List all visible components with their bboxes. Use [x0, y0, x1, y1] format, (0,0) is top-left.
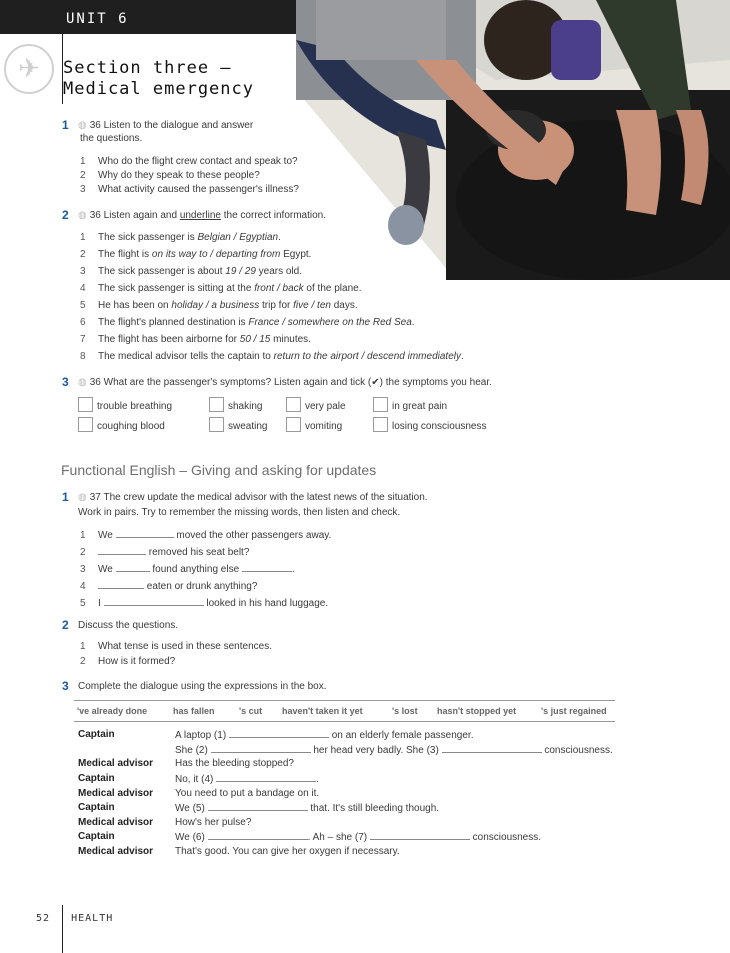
fe-exercise-1-instruction — [78, 492, 428, 503]
cd-icon: ◍ — [78, 377, 87, 388]
answer-blank[interactable] — [104, 597, 204, 606]
line-text: her head very badly. She (3) — [313, 745, 439, 756]
speaker: Medical advisor — [78, 788, 154, 799]
item-text: removed his seat belt? — [148, 547, 250, 558]
section-title-line2: Medical emergency — [63, 79, 254, 99]
checkbox-sweating[interactable] — [209, 417, 224, 432]
instruction-underlined: underline — [179, 210, 221, 221]
item-number: 6 — [80, 317, 86, 328]
answer-blank[interactable] — [211, 744, 311, 753]
cd-icon: ◍ — [78, 492, 87, 503]
speaker: Captain — [78, 802, 115, 813]
item-text: What activity caused the passenger's illness? — [98, 184, 299, 195]
answer-blank[interactable] — [229, 729, 329, 738]
section-title — [63, 58, 254, 100]
list-item — [80, 546, 249, 558]
expression: has fallen — [173, 706, 215, 716]
expression: 's lost — [392, 706, 418, 716]
checkbox-in-great-pain[interactable] — [373, 397, 388, 412]
line-text: consciousness. — [544, 745, 613, 756]
answer-blank[interactable] — [98, 546, 146, 555]
item-text: How is it formed? — [98, 656, 176, 667]
line-text: consciousness. — [472, 832, 542, 843]
dialogue-line: That's good. You can give her oxygen if necessary. — [175, 846, 400, 857]
item-number: 4 — [80, 283, 86, 294]
item-number: 2 — [80, 170, 86, 181]
track-number: 36 — [89, 377, 101, 388]
speaker: Medical advisor — [78, 758, 154, 769]
answer-blank[interactable] — [216, 773, 316, 782]
list-item — [80, 249, 311, 260]
exercise-1-instruction-2: the questions. — [80, 133, 143, 144]
item-choice: 50 / 15 — [239, 334, 271, 345]
list-item — [80, 156, 298, 167]
footer-label: HEALTH — [71, 913, 114, 924]
item-text: The flight's planned destination is — [98, 317, 249, 328]
list-item — [80, 232, 281, 243]
dialogue-line — [175, 744, 613, 756]
exercise-3-instruction — [78, 377, 492, 388]
answer-blank[interactable] — [242, 563, 292, 572]
item-number: 2 — [80, 656, 86, 667]
section-title-line1: Section three – — [63, 58, 232, 78]
item-text: Egypt. — [280, 249, 312, 260]
dialogue-line — [175, 773, 319, 785]
answer-blank[interactable] — [208, 831, 308, 840]
item-text: of the plane. — [303, 283, 362, 294]
list-item — [80, 580, 257, 592]
item-choice: Belgian / Egyptian — [197, 232, 279, 243]
exercise-1-number: 1 — [62, 118, 69, 132]
symptom-label: shaking — [228, 401, 263, 412]
line-text: We (6) — [175, 832, 205, 843]
exercise-3-number: 3 — [62, 375, 69, 389]
item-text: The flight has been airborne for — [98, 334, 240, 345]
item-text: The sick passenger is sitting at the — [98, 283, 255, 294]
list-item — [80, 656, 175, 667]
expression: hasn't stopped yet — [437, 706, 517, 716]
symptom-label: sweating — [228, 421, 268, 432]
fe-exercise-1-number: 1 — [62, 490, 69, 504]
item-text: The sick passenger is — [98, 232, 198, 243]
item-number: 5 — [80, 598, 86, 609]
line-text: She (2) — [175, 745, 208, 756]
instruction-text: What are the passenger's symptoms? Listen again and tick (✔) the symptoms you hear. — [103, 377, 492, 388]
item-text: trip for — [259, 300, 294, 311]
item-choice: return to the airport / descend immediately — [273, 351, 461, 362]
item-text: The medical advisor tells the captain to — [98, 351, 274, 362]
item-number: 1 — [80, 641, 86, 652]
cd-icon: ◍ — [78, 210, 87, 221]
item-text: I — [98, 598, 101, 609]
exercise-2-instruction — [78, 210, 326, 221]
dialogue-line — [175, 729, 473, 741]
item-text: found anything else — [152, 564, 240, 575]
item-text: minutes. — [270, 334, 311, 345]
symptom-label: in great pain — [392, 401, 448, 412]
fe-exercise-2-number: 2 — [62, 618, 69, 632]
speaker: Captain — [78, 773, 115, 784]
list-item — [80, 283, 361, 294]
fe-exercise-2-instruction: Discuss the questions. — [78, 620, 179, 631]
item-number: 8 — [80, 351, 86, 362]
item-number: 1 — [80, 156, 86, 167]
page-number: 52 — [36, 913, 51, 924]
item-number: 3 — [80, 564, 86, 575]
item-number: 7 — [80, 334, 86, 345]
answer-blank[interactable] — [370, 831, 470, 840]
instruction-part: the correct information. — [220, 210, 327, 221]
item-text: We — [98, 564, 113, 575]
fe-exercise-3-instruction: Complete the dialogue using the expressions in the box. — [78, 681, 327, 692]
item-choice: on its way to / departing from — [151, 249, 281, 260]
list-item — [80, 266, 302, 277]
list-item — [80, 170, 260, 181]
fe-exercise-3-number: 3 — [62, 679, 69, 693]
item-text: Why do they speak to these people? — [98, 170, 260, 181]
list-item — [80, 351, 464, 362]
exercise-2-number: 2 — [62, 208, 69, 222]
list-item — [80, 184, 299, 195]
page-footer — [36, 913, 113, 924]
dialogue-line: Has the bleeding stopped? — [175, 758, 294, 769]
unit-header-bar — [0, 0, 330, 34]
speaker: Medical advisor — [78, 817, 154, 828]
item-text: . — [411, 317, 415, 328]
expression: 's just regained — [541, 706, 607, 716]
expressions-box — [74, 700, 615, 722]
answer-blank[interactable] — [98, 580, 144, 589]
line-text: on an elderly female passenger. — [331, 730, 474, 741]
item-text: Who do the flight crew contact and speak to? — [98, 156, 298, 167]
item-text: eaten or drunk anything? — [146, 581, 258, 592]
symptom-label: vomiting — [305, 421, 343, 432]
symptom-label: losing consciousness — [392, 421, 487, 432]
track-number: 36 — [89, 120, 101, 131]
list-item — [80, 317, 415, 328]
list-item — [80, 529, 331, 541]
item-number: 1 — [80, 530, 86, 541]
line-text: A laptop (1) — [175, 730, 227, 741]
item-number: 3 — [80, 266, 86, 277]
checkbox-very-pale[interactable] — [286, 397, 301, 412]
symptom-label: trouble breathing — [97, 401, 173, 412]
track-number: 37 — [89, 492, 101, 503]
item-text: . — [460, 351, 464, 362]
expression: 's cut — [239, 706, 263, 716]
item-number: 1 — [80, 232, 86, 243]
item-text: The flight is — [98, 249, 152, 260]
item-choice: France / somewhere on the Red Sea — [248, 317, 412, 328]
airplane-icon: ✈ — [4, 44, 54, 94]
item-number: 3 — [80, 184, 86, 195]
item-number: 2 — [80, 547, 86, 558]
item-text: . — [278, 232, 281, 243]
dialogue-line — [175, 831, 541, 843]
answer-blank[interactable] — [442, 744, 542, 753]
speaker: Captain — [78, 831, 115, 842]
answer-blank[interactable] — [116, 563, 150, 572]
item-choice: five / ten — [293, 300, 331, 311]
exercise-1-instruction — [78, 120, 253, 131]
dialogue-line: You need to put a bandage on it. — [175, 788, 320, 799]
item-text: years old. — [255, 266, 303, 277]
answer-blank[interactable] — [116, 529, 174, 538]
line-text: . — [316, 774, 319, 785]
list-item — [80, 597, 328, 609]
speaker: Captain — [78, 729, 115, 740]
speaker: Medical advisor — [78, 846, 154, 857]
item-text: moved the other passengers away. — [176, 530, 332, 541]
symptom-label: coughing blood — [97, 421, 165, 432]
list-item — [80, 641, 272, 652]
item-choice: 19 / 29 — [225, 266, 256, 277]
item-text: We — [98, 530, 113, 541]
cd-icon: ◍ — [78, 120, 87, 131]
checkbox-trouble-breathing[interactable] — [78, 397, 93, 412]
item-number: 4 — [80, 581, 86, 592]
checkbox-coughing-blood[interactable] — [78, 417, 93, 432]
item-text: He has been on — [98, 300, 172, 311]
item-choice: holiday / a business — [171, 300, 260, 311]
checkbox-vomiting[interactable] — [286, 417, 301, 432]
line-text: We (5) — [175, 803, 205, 814]
instruction-part: Listen again and — [103, 210, 180, 221]
answer-blank[interactable] — [208, 802, 308, 811]
list-item: 3 We found anything else . — [80, 564, 295, 575]
line-text: that. It's still bleeding though. — [310, 803, 440, 814]
functional-english-heading: Functional English – Giving and asking for updates — [61, 462, 377, 478]
unit-label: UNIT 6 — [66, 11, 129, 27]
item-choice: front / back — [254, 283, 304, 294]
list-item — [80, 300, 358, 311]
track-number: 36 — [89, 210, 101, 221]
expression: 've already done — [77, 706, 148, 716]
checkbox-shaking[interactable] — [209, 397, 224, 412]
instruction-text: Listen to the dialogue and answer — [103, 120, 254, 131]
item-number: 5 — [80, 300, 86, 311]
line-text: No, it (4) — [175, 774, 214, 785]
item-text: What tense is used in these sentences. — [98, 641, 272, 652]
cpr-photo — [296, 0, 730, 280]
item-number: 2 — [80, 249, 86, 260]
dialogue-line — [175, 802, 439, 814]
dialogue-line: How's her pulse? — [175, 817, 252, 828]
list-item — [80, 334, 311, 345]
item-text: The sick passenger is about — [98, 266, 226, 277]
item-text: looked in his hand luggage. — [206, 598, 329, 609]
line-text: . Ah – she (7) — [307, 832, 368, 843]
symptom-label: very pale — [305, 401, 346, 412]
item-text: days. — [330, 300, 358, 311]
fe-exercise-1-instruction-2: Work in pairs. Try to remember the missing words, then listen and check. — [78, 507, 401, 518]
checkbox-losing-consciousness[interactable] — [373, 417, 388, 432]
expression: haven't taken it yet — [282, 706, 363, 716]
instruction-text: The crew update the medical advisor with the latest news of the situation. — [103, 492, 428, 503]
